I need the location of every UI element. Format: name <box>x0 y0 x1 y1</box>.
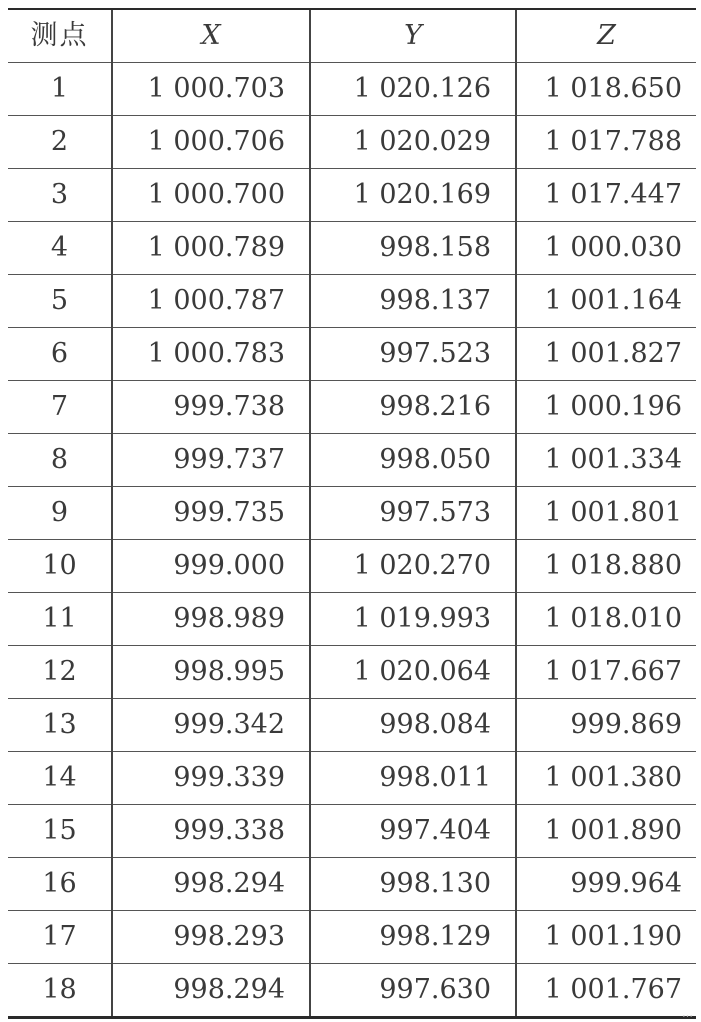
cell-x: 1 000.703 <box>112 63 310 116</box>
cell-point: 4 <box>8 222 112 275</box>
cell-x: 998.995 <box>112 646 310 699</box>
cell-y: 1 020.270 <box>310 540 516 593</box>
cell-y: 1 020.064 <box>310 646 516 699</box>
cell-point: 16 <box>8 858 112 911</box>
cell-y: 997.630 <box>310 964 516 1018</box>
cell-y: 1 020.169 <box>310 169 516 222</box>
header-point: 测点 <box>8 9 112 63</box>
cell-y: 1 020.029 <box>310 116 516 169</box>
cell-z: 999.964 <box>516 858 696 911</box>
cell-point: 9 <box>8 487 112 540</box>
cell-x: 999.342 <box>112 699 310 752</box>
cell-y: 997.573 <box>310 487 516 540</box>
table-row <box>8 805 696 858</box>
table-row <box>8 169 696 222</box>
measurement-table <box>8 8 696 1019</box>
cell-z: 1 017.788 <box>516 116 696 169</box>
cell-x: 999.738 <box>112 381 310 434</box>
table-row <box>8 646 696 699</box>
table-row <box>8 593 696 646</box>
cell-z: 1 000.196 <box>516 381 696 434</box>
table-row <box>8 63 696 116</box>
table-row <box>8 116 696 169</box>
cell-z: 1 001.380 <box>516 752 696 805</box>
cell-z: 1 017.667 <box>516 646 696 699</box>
cell-point: 8 <box>8 434 112 487</box>
cell-x: 999.735 <box>112 487 310 540</box>
cell-y: 998.011 <box>310 752 516 805</box>
cell-z: 1 001.827 <box>516 328 696 381</box>
cell-x: 998.989 <box>112 593 310 646</box>
cell-point: 13 <box>8 699 112 752</box>
cell-z: 1 018.010 <box>516 593 696 646</box>
cell-x: 1 000.700 <box>112 169 310 222</box>
cell-x: 998.293 <box>112 911 310 964</box>
cell-x: 998.294 <box>112 858 310 911</box>
table-row <box>8 434 696 487</box>
cell-x: 998.294 <box>112 964 310 1018</box>
cell-point: 15 <box>8 805 112 858</box>
header-z: Z <box>516 9 696 63</box>
table-row <box>8 487 696 540</box>
table-row <box>8 275 696 328</box>
cell-x: 1 000.787 <box>112 275 310 328</box>
cell-z: 1 001.890 <box>516 805 696 858</box>
table-row <box>8 699 696 752</box>
cell-y: 998.129 <box>310 911 516 964</box>
table-row <box>8 540 696 593</box>
table-row <box>8 381 696 434</box>
cell-x: 1 000.783 <box>112 328 310 381</box>
cell-z: 1 001.164 <box>516 275 696 328</box>
cell-x: 999.737 <box>112 434 310 487</box>
measurement-table-container <box>8 8 696 1019</box>
cell-point: 5 <box>8 275 112 328</box>
table-row <box>8 328 696 381</box>
cell-z: 999.869 <box>516 699 696 752</box>
cell-point: 11 <box>8 593 112 646</box>
header-y: Y <box>310 9 516 63</box>
table-row <box>8 964 696 1018</box>
cell-y: 998.137 <box>310 275 516 328</box>
cell-point: 17 <box>8 911 112 964</box>
cell-y: 997.404 <box>310 805 516 858</box>
table-body <box>8 63 696 1018</box>
cell-point: 10 <box>8 540 112 593</box>
cell-x: 999.000 <box>112 540 310 593</box>
cell-y: 998.050 <box>310 434 516 487</box>
cell-x: 999.339 <box>112 752 310 805</box>
cell-z: 1 017.447 <box>516 169 696 222</box>
header-x: X <box>112 9 310 63</box>
cell-point: 7 <box>8 381 112 434</box>
table-row <box>8 858 696 911</box>
cell-z: 1 001.190 <box>516 911 696 964</box>
cell-y: 997.523 <box>310 328 516 381</box>
cell-z: 1 000.030 <box>516 222 696 275</box>
cell-y: 998.130 <box>310 858 516 911</box>
cell-point: 18 <box>8 964 112 1018</box>
table-row <box>8 911 696 964</box>
cell-z: 1 001.767 <box>516 964 696 1018</box>
watermark-text: … <box>682 1007 693 1020</box>
cell-y: 998.216 <box>310 381 516 434</box>
cell-z: 1 001.334 <box>516 434 696 487</box>
cell-point: 2 <box>8 116 112 169</box>
cell-z: 1 018.650 <box>516 63 696 116</box>
cell-point: 6 <box>8 328 112 381</box>
cell-point: 1 <box>8 63 112 116</box>
cell-x: 1 000.789 <box>112 222 310 275</box>
cell-z: 1 018.880 <box>516 540 696 593</box>
cell-y: 998.084 <box>310 699 516 752</box>
table-row <box>8 752 696 805</box>
cell-y: 1 020.126 <box>310 63 516 116</box>
cell-x: 1 000.706 <box>112 116 310 169</box>
cell-z: 1 001.801 <box>516 487 696 540</box>
table-header-row <box>8 9 696 63</box>
cell-x: 999.338 <box>112 805 310 858</box>
cell-point: 3 <box>8 169 112 222</box>
cell-y: 998.158 <box>310 222 516 275</box>
cell-point: 14 <box>8 752 112 805</box>
cell-y: 1 019.993 <box>310 593 516 646</box>
cell-point: 12 <box>8 646 112 699</box>
table-row <box>8 222 696 275</box>
